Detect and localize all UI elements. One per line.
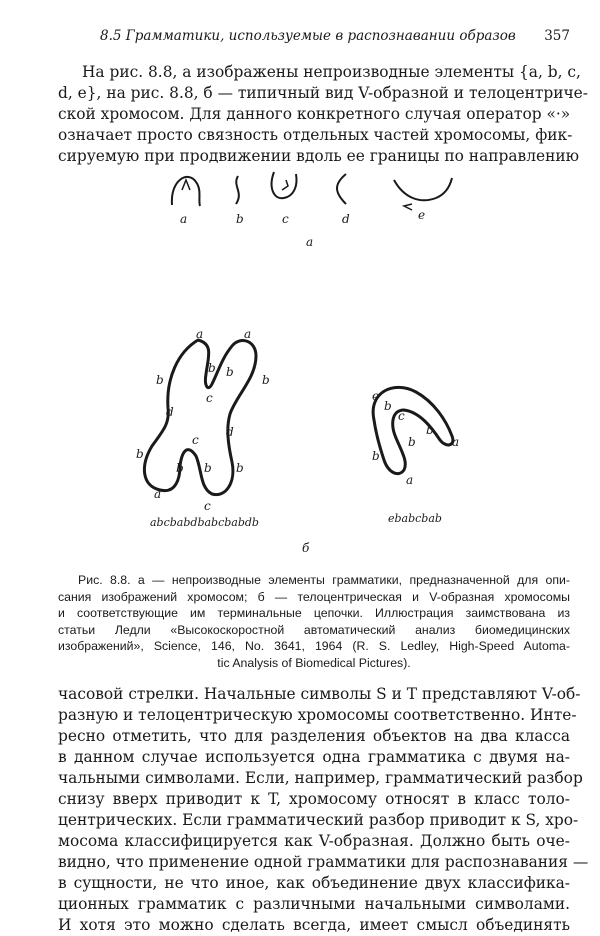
text-line: часовой стрелки. Начальные символы S и T представляют V-об-: [58, 685, 581, 703]
caption-line: статьи Ледли «Высокоскоростной автоматический анализ биомедицинских: [58, 622, 570, 637]
primitive-label: e: [418, 208, 426, 222]
contour-label: b: [426, 423, 434, 437]
subfigure-label-b: б: [302, 541, 310, 555]
v-chain: ebabcbab: [388, 512, 442, 525]
contour-label: b: [408, 435, 416, 449]
contour-label: c: [398, 409, 405, 423]
caption-line: сания изображений хромосом; б — телоцентрическая и V-образная хромосомы: [58, 589, 570, 604]
contour-label: a: [452, 435, 460, 449]
caption-line: tic Analysis of Biomedical Pictures).: [217, 655, 411, 670]
primitive-a: [172, 177, 200, 206]
text-line: ционных грамматик с различными начальными символами.: [58, 895, 570, 913]
contour-label: a: [196, 327, 204, 341]
primitive-d: [337, 174, 346, 204]
contour-label: b: [136, 447, 144, 461]
contour-label: b: [236, 461, 244, 475]
contour-label: b: [372, 449, 380, 463]
telocentric-chain: abcbabdbabcbabdb: [150, 516, 259, 529]
primitive-e: [394, 178, 452, 210]
contour-label: b: [156, 373, 164, 387]
primitive-label: c: [282, 212, 289, 226]
text-line: означает просто связность отдельных частей хромосомы, фик-: [58, 126, 573, 144]
contour-label: a: [154, 487, 162, 501]
contour-label: a: [244, 327, 252, 341]
text-line: снизу вверх приводит к T, хромосому относят в класс толо-: [58, 790, 570, 808]
text-line: видно, что применение одной грамматики для распознавания —: [58, 853, 589, 871]
text-line: мосома классифицируется как V-образная. Должно быть оче-: [58, 832, 570, 850]
primitive-label: d: [342, 212, 350, 226]
contour-label: b: [176, 461, 184, 475]
subfigure-label-a: а: [306, 235, 314, 249]
text-line: в данном случае используется одна грамматика с двумя на-: [58, 748, 570, 766]
primitive-label: a: [180, 212, 188, 226]
caption-line: изображений», Science, 146, No. 3641, 1964 (R. S. Ledley, High-Speed Automa-: [58, 639, 570, 653]
section-title: 8.5 Грамматики, используемые в распознавании образов: [100, 28, 516, 44]
text-line: d, e}, на рис. 8.8, б — типичный вид V-образной и телоцентриче-: [58, 84, 588, 102]
contour-label: c: [192, 433, 199, 447]
contour-label: b: [226, 365, 234, 379]
primitive-label: b: [236, 212, 244, 226]
caption-line: и соответствующие им терминальные цепочки. Иллюстрация заимствована из: [58, 606, 570, 620]
contour-label: c: [206, 391, 213, 405]
paragraph-main: [58, 684, 589, 936]
text-line: ской хромосом. Для данного конкретного случая оператор «·»: [58, 105, 571, 123]
contour-label: b: [208, 361, 216, 375]
text-line: центрических. Если грамматический разбор приводит к S, хро-: [58, 811, 579, 829]
contour-label: a: [406, 473, 414, 487]
text-line: разную и телоцентрическую хромосомы соответственно. Инте-: [58, 706, 577, 724]
contour-label: b: [204, 461, 212, 475]
text-line: ресно отметить, что для разделения объектов на два класса: [58, 727, 570, 745]
contour-label: c: [204, 499, 211, 513]
figure-caption: [58, 572, 570, 671]
text-line: сируемую при продвижении вдоль ее границы по направлению: [58, 147, 579, 165]
contour-label: e: [372, 389, 380, 403]
contour-label: b: [262, 373, 270, 387]
contour-label: d: [166, 405, 174, 419]
primitive-c: [272, 172, 297, 198]
primitive-b: [236, 176, 239, 204]
v-chromosome-labels: [372, 389, 459, 487]
text-line: в сущности, не что иное, как объединение двух классифика-: [58, 874, 570, 892]
contour-label: b: [384, 399, 392, 413]
contour-label: d: [226, 425, 234, 439]
text-line: И хотя это можно сделать всегда, имеет смысл объединять: [58, 916, 570, 934]
text-line: чальными символами. Если, например, грамматический разбор: [58, 769, 583, 787]
page-number: 357: [544, 28, 570, 44]
caption-line: Рис. 8.8. а — непроизводные элементы грамматики, предназначенной для опи-: [78, 573, 570, 587]
text-line: На рис. 8.8, a изображены непроизводные элементы {a, b, c,: [82, 63, 581, 81]
